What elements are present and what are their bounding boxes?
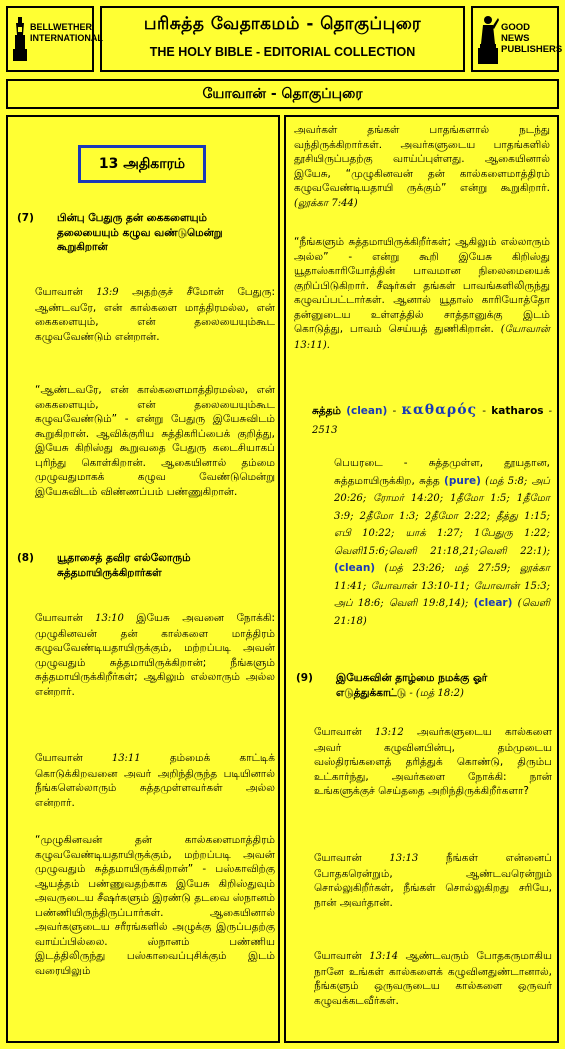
strong-number: - 2513 <box>312 406 552 436</box>
english-gloss: (clear) <box>473 597 513 609</box>
section-number: (7) <box>17 212 34 224</box>
paragraph: “ஆண்டவரே, என் கால்களைமாத்திரமல்ல, என் கைகளையும், என் தலையையும்கூட கழுவவேண்டும்” - என்று பேதுரு இயேசுவிடம் கூறுகிறான். ஆவிக்குரிய சுத்திகரிப்பைக் குறித்து, இயேசு கிறிஸ்து கூறுவதை பேதுரு கடைசியாகப் புரிந்து கொள்கிறான். ஆகையினால் தம்மை முழுவதுமாகக் கழுவ வேண்டுமென்று இயேசுவிடம் விண்ணப்பம் பண்ணுகிறான். <box>35 384 275 498</box>
verse-ref: 13:12 <box>374 727 404 738</box>
verse-ref: 13:14 <box>369 951 399 962</box>
section-9-heading <box>296 671 552 703</box>
paragraph: யோவான் 13:9 அதற்குச் சீமோன் பேதுரு: ஆண்டவரே, என் கால்களை மாத்திரமல்ல, என் கைகளையும், என் தலையையும்கூட கழுவவேண்டும் என்றான். <box>35 286 275 343</box>
greek-word: καθαρός <box>401 402 478 418</box>
verse-ref: - (மத் 18:2) <box>406 687 464 699</box>
good-news-logo <box>471 6 563 72</box>
paragraph: யோவான் 13:11 தம்மைக் காட்டிக் கொடுக்கிறவனை அவர் அறிந்திருந்த படியினால் நீங்களெல்லாரும் சுத்தமுள்ளவர்கள் அல்ல என்றார். <box>35 752 275 809</box>
bell-tower-icon <box>11 15 29 65</box>
paragraph: யோவான் 13:13 நீங்கள் என்னைப் போதகரென்றும், ஆண்டவரென்றும் சொல்லுகிறீர்கள், நீங்கள் சொல்லுகிறது சரியே, நான் அவர்தான். <box>314 852 552 909</box>
verse-ref: 13:9 <box>96 287 119 298</box>
logo-left-text: BELLWETHER INTERNATIONAL <box>30 22 103 43</box>
paragraph: “நீங்களும் சுத்தமாயிருக்கிறீர்கள்; ஆகிலும் எல்லாரும் அல்ல” - என்று கூறி இயேசு கிறிஸ்து யூதாஸ்காரியோத்தின் பாவமான நிலைமையைக் குறிப்பிடுகிறார். சீஷர்கள் தங்கள் பாவங்களிலிருந்து கழுவப்பட்டார்கள். ஆனால் யூதாஸ் காரியோத்தோ தன்னுடைய உள்ளத்தில் சாத்தானுக்கு இடம் கொடுத்து, பாவம் செய்யத் துணிகிறான். (யோவான் 13:11). <box>294 236 550 351</box>
paragraph: யோவான் 13:14 ஆண்டவரும் போதகருமாகிய நானே உங்கள் கால்களைக் கழுவினதுண்டானால், நீங்களும் ஒருவருடைய கால்களை ஒருவர் கழுவக்கடவீர்கள். <box>314 950 553 1007</box>
paragraph: “முழுகினவன் தன் கால்களைமாத்திரம் கழுவவேண்டியதாயிருக்கும், மற்றப்படி அவன் முழுவதும் சுத்தமாயிருக்கிறான்” - பஸ்காவிற்கு ஆயத்தம் பண்ணுவதற்காக இயேசு கிறிஸ்துவும் அவருடைய சீஷர்களும் இரண்டு தடவை ஸ்நானம் பண்ணியிருந்திருப்பார்கள். ஆகையினால் அவர்களுடைய சரீரங்களில் அழுக்கு இருப்பதற்கு வாய்ப்பில்லை. ஸ்நானம் பண்ணிய இடத்திலிருந்து பஸ்காவைப்புசிக்கும் இடம் வரையிலும் <box>35 834 275 977</box>
title-box <box>100 6 465 72</box>
title-english: THE HOLY BIBLE - EDITORIAL COLLECTION <box>149 45 416 59</box>
verse-ref: 13:13 <box>389 853 419 864</box>
section-number: (8) <box>17 552 34 564</box>
section-title: பின்பு பேதுரு தன் கைகளையும் தலையையும் கழுவ வண்டுமென்று கூறுகிறான் <box>57 212 223 253</box>
verse-ref: 13:10 <box>95 613 124 624</box>
left-column <box>6 115 280 1043</box>
paragraph: யோவான் 13:12 அவர்களுடைய கால்களை அவர் கழுவினபின்பு, தம்முடைய வஸ்திரங்களைத் தரித்துக் கொண்டு, திரும்ப உட்கார்ந்து, அவர்களை நோக்கி: நான் உங்களுக்குச் செய்ததை அறிந்திருக்கிறீர்களா? <box>314 726 553 797</box>
word-study-heading: சுத்தம் (clean) - καθαρός - katharos - 2513 <box>312 402 552 436</box>
english-gloss: (clean) <box>334 562 376 574</box>
section-7-heading <box>17 211 273 255</box>
herald-figure-icon <box>477 14 499 68</box>
right-column <box>284 115 559 1043</box>
word-definition: பெயரடை - சுத்தமுள்ள, தூயதான, சுத்தமாயிருக்கிற, சுத்த (pure) (மத் 5:8; அப் 20:26; ரோமர் 14:20; 1தீமோ 1:5; 1தீமோ 3:9; 2தீமோ 1:3; 2தீமோ 2:22; தீத்து 1:15; எபி 10:22; யாக் 1:27; 1பேதுரு 1:22; வெளி15:6;வெளி 21:18,21;வெளி 22:1); (clean) (மத் 23:26; மத் 27:59; லூக்கா 11:41; யோவான் 13:10-11; யோவான் 15:3; அப் 18:6; வெளி 19:8,14); (clear) (வெளி 21:18) <box>334 457 551 627</box>
section-title: யூதாசைத் தவிர எல்லோரும் சுத்தமாயிருக்கிறார்கள் <box>57 552 191 579</box>
section-bar: யோவான் - தொகுப்புரை <box>6 79 559 109</box>
chapter-heading: 13 அதிகாரம் <box>78 145 206 183</box>
header <box>2 2 563 76</box>
section-title: இயேசுவின் தாழ்மை நமக்கு ஓர் எடுத்துக்காட்டு - (மத் 18:2) <box>336 672 488 699</box>
paragraph: அவர்கள் தங்கள் பாதங்களால் நடந்து வந்திருக்கிறார்கள். அவர்களுடைய பாதங்களில் தூசியிருப்பதற்கு வாய்ப்புள்ளது. ஆகையினால் இயேசு, “முழுகினவன் தன் கால்களைமாத்திரம் கழுவவேண்டியதாயி ருக்கும்” என்று கூறுகிறார். (லூக்கா 7:44) <box>294 124 550 209</box>
tamil-word: சுத்தம் <box>312 405 341 417</box>
transliteration: katharos <box>491 405 544 417</box>
title-tamil: பரிசுத்த வேதாகமம் - தொகுப்புரை <box>143 14 422 34</box>
paragraph: யோவான் 13:10 இயேசு அவனை நோக்கி: முழுகினவன் தன் கால்களை மாத்திரம் கழுவவேண்டியதாயிருக்கும், மற்றப்படி அவன் முழுவதும் சுத்தமாயிருக்கிறான்; நீங்களும் சுத்தமாயிருக்கிறீர்கள்; ஆகிலும் எல்லாரும் அல்ல என்றார். <box>35 612 276 698</box>
section-8-heading <box>17 551 273 581</box>
logo-right-text: GOOD NEWS PUBLISHERS <box>501 22 563 55</box>
bellwether-logo <box>6 6 103 72</box>
section-number: (9) <box>296 672 313 684</box>
english-gloss: (pure) <box>444 474 481 487</box>
page <box>2 2 563 1045</box>
verse-ref: (லூக்கா 7:44) <box>294 197 358 209</box>
verse-ref: 13:11 <box>111 753 141 764</box>
verse-ref: (யோவான் 13:11). <box>294 324 550 351</box>
english-word: (clean) <box>346 405 388 417</box>
